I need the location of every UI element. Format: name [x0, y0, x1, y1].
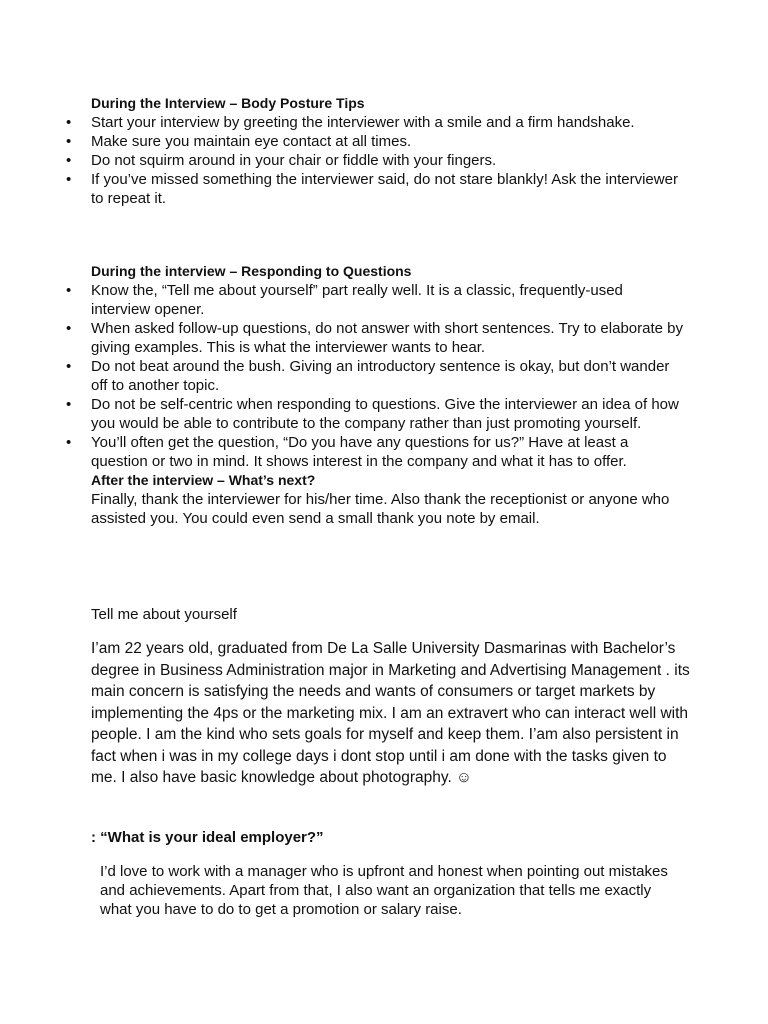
bullet-list	[66, 113, 686, 208]
tell-me-answer: I’am 22 years old, graduated from De La Salle University Dasmarinas with Bachelor’s degree in Business Administration major in Marketing and Advertising Management . its main concern is satisfying the needs and wants of consumers or target markets by implementing the 4ps or the marketing mix. I am an extravert who can interact well with people. I am the kind who sets goals for myself and keep them. I’am also persistent in fact when i was in my college days i dont stop until i am done with the tasks given to me. I also have basic knowledge about photography. ☺	[91, 640, 690, 786]
list-item: • Make sure you maintain eye contact at all times.	[66, 133, 412, 150]
list-item: • When asked follow-up questions, do not answer with short sentences. Try to elaborate by giving examples. This is what the interviewer wants to hear.	[66, 320, 683, 356]
bullet-list	[66, 281, 686, 471]
list-item: • Do not beat around the bush. Giving an introductory sentence is okay, but don’t wander off to another topic.	[66, 358, 670, 394]
list-item: • You’ll often get the question, “Do you have any questions for us?” Have at least a question or two in mind. It shows interest in the company and what it has to offer.	[66, 434, 629, 470]
section-heading-after: After the interview – What’s next?	[91, 472, 316, 488]
tell-me-title: Tell me about yourself	[91, 606, 237, 623]
list-item: • If you’ve missed something the interviewer said, do not stare blankly! Ask the interviewer to repeat it.	[66, 171, 678, 207]
bullet-icon: •	[66, 358, 72, 375]
list-item: • Do not be self-centric when responding to questions. Give the interviewer an idea of how you would be able to contribute to the company rather than just promoting yourself.	[66, 396, 679, 432]
bullet-icon: •	[66, 171, 72, 188]
section-responding	[66, 262, 686, 528]
bullet-icon: •	[66, 434, 72, 451]
bullet-icon: •	[66, 282, 72, 299]
section-heading: During the interview – Responding to Questions	[91, 263, 412, 279]
bullet-icon: •	[66, 396, 72, 413]
section-body-posture	[66, 94, 686, 208]
bullet-icon: •	[66, 133, 72, 150]
section-heading: During the Interview – Body Posture Tips	[91, 95, 365, 111]
list-item: • Start your interview by greeting the interviewer with a smile and a firm handshake.	[66, 114, 635, 131]
list-item: • Know the, “Tell me about yourself” part really well. It is a classic, frequently-used interview opener.	[66, 282, 623, 318]
list-item: • Do not squirm around in your chair or fiddle with your fingers.	[66, 152, 497, 169]
bullet-icon: •	[66, 152, 72, 169]
after-interview-text: Finally, thank the interviewer for his/her time. Also thank the receptionist or anyone who assisted you. You could even send a small thank you note by email.	[91, 491, 670, 527]
ideal-employer-question: : “What is your ideal employer?”	[91, 829, 324, 846]
bullet-icon: •	[66, 320, 72, 337]
ideal-employer-answer: I’d love to work with a manager who is upfront and honest when pointing out mistakes and achievements. Apart from that, I also want an organization that tells me exactly what you have to do to get a promotion or salary raise.	[100, 863, 668, 918]
bullet-icon: •	[66, 114, 72, 131]
